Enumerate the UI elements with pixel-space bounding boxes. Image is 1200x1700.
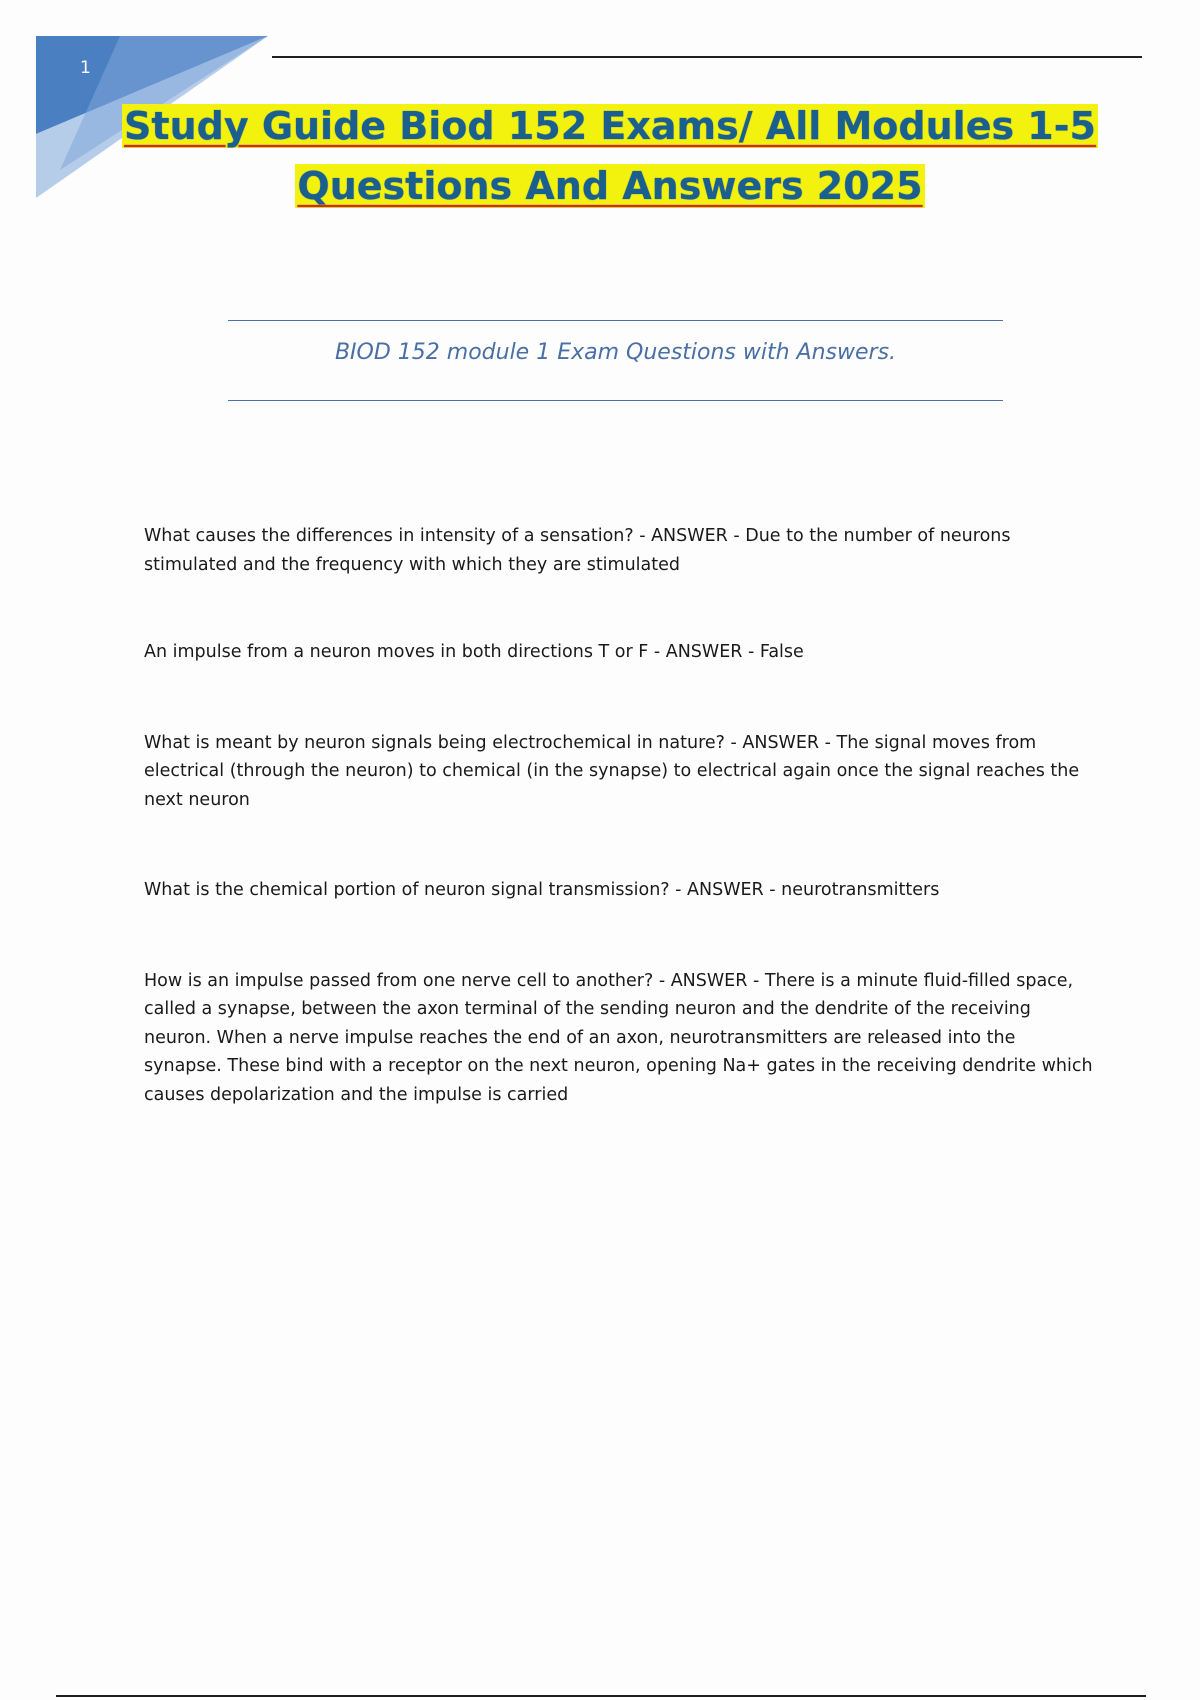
title-line-2: Questions And Answers 2025 xyxy=(297,164,923,208)
qa-item: What causes the differences in intensity of a sensation? - ANSWER - Due to the number of neurons stimulated and the frequency with which they are stimulated xyxy=(144,526,1011,575)
qa-item: How is an impulse passed from one nerve cell to another? - ANSWER - There is a minute fluid-filled space, called a synapse, between the axon terminal of the sending neuron and the dendrite of the receiving neuron. When a nerve impulse reaches the end of an axon, neurotransmitters are released into the synapse. These bind with a receptor on the next neuron, opening Na+ gates in the receiving dendrite which causes depolarization and the impulse is carried xyxy=(144,970,1093,1105)
header-rule xyxy=(272,56,1142,58)
subtitle-rule-top xyxy=(228,320,1003,321)
qa-item: An impulse from a neuron moves in both directions T or F - ANSWER - False xyxy=(144,642,804,662)
footer-rule xyxy=(56,1695,1146,1697)
subtitle-rule-bottom xyxy=(228,400,1003,401)
document-title xyxy=(40,96,1180,216)
qa-list xyxy=(144,522,1094,1109)
title-line-1: Study Guide Biod 152 Exams/ All Modules 1-5 xyxy=(124,104,1096,148)
qa-item: What is meant by neuron signals being electrochemical in nature? - ANSWER - The signal moves from electrical (through the neuron) to chemical (in the synapse) to electrical again once the signal reaches the next neuron xyxy=(144,732,1080,810)
qa-item: What is the chemical portion of neuron signal transmission? - ANSWER - neurotransmitters xyxy=(144,880,940,900)
page-number: 1 xyxy=(80,58,91,78)
document-subtitle: BIOD 152 module 1 Exam Questions with Answers. xyxy=(334,340,897,365)
